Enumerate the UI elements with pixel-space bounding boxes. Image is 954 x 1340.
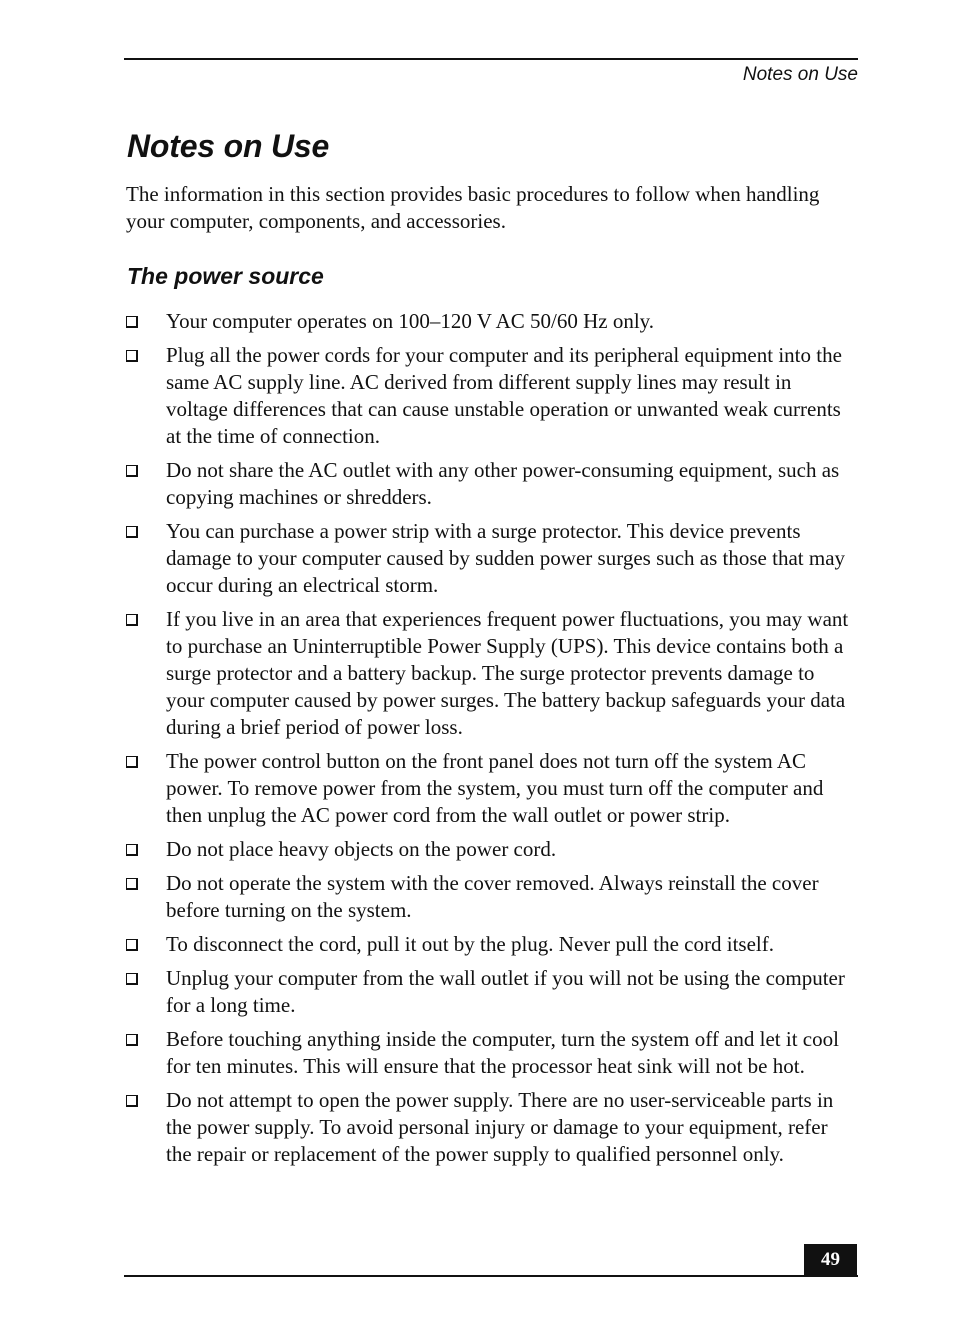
list-item-text: Your computer operates on 100–120 V AC 50/60 Hz only. <box>166 309 655 333</box>
checkbox-bullet-icon <box>126 973 138 985</box>
checkbox-bullet-icon <box>126 844 138 856</box>
list-item <box>126 457 856 511</box>
section-heading: The power source <box>127 263 324 289</box>
checkbox-bullet-icon <box>126 756 138 768</box>
list-item <box>126 1087 856 1168</box>
checkbox-bullet-icon <box>126 878 138 890</box>
running-header: Notes on Use <box>742 64 858 85</box>
list-item <box>126 836 856 863</box>
page-title: Notes on Use <box>127 128 330 164</box>
checkbox-bullet-icon <box>126 350 138 362</box>
checkbox-bullet-icon <box>126 465 138 477</box>
list-item-text: Do not place heavy objects on the power cord. <box>166 837 557 861</box>
list-item <box>126 342 856 450</box>
list-item-text: If you live in an area that experiences frequent power fluctuations, you may want to purchase an Uninterruptible Power Supply (UPS). This device contains both a surge protector and a battery backup. The surge protector prevents damage to your computer caused by power surges. The battery backup safeguards your data during a brief period of power loss. <box>166 607 849 739</box>
list-item <box>126 606 856 741</box>
checkbox-bullet-icon <box>126 526 138 538</box>
checkbox-bullet-icon <box>126 939 138 951</box>
list-item <box>126 870 856 924</box>
checkbox-bullet-icon <box>126 614 138 626</box>
list-item <box>126 308 856 335</box>
footer-rule <box>124 1275 858 1277</box>
list-item-text: Unplug your computer from the wall outlet if you will not be using the computer for a long time. <box>166 966 845 1017</box>
list-item <box>126 1026 856 1080</box>
bullet-list <box>126 308 856 1175</box>
list-item-text: You can purchase a power strip with a surge protector. This device prevents damage to your computer caused by sudden power surges such as those that may occur during an electrical storm. <box>166 519 846 597</box>
list-item-text: Plug all the power cords for your computer and its peripheral equipment into the same AC supply line. AC derived from different supply lines may result in voltage differences that can cause unstable operation or unwanted weak currents at the time of connection. <box>166 343 842 448</box>
list-item <box>126 931 856 958</box>
list-item-text: To disconnect the cord, pull it out by the plug. Never pull the cord itself. <box>166 932 774 956</box>
list-item-text: Do not attempt to open the power supply. There are no user-serviceable parts in the power supply. To avoid personal injury or damage to your equipment, refer the repair or replacement of the power supply to qualified personnel only. <box>166 1088 834 1166</box>
list-item <box>126 965 856 1019</box>
checkbox-bullet-icon <box>126 1095 138 1107</box>
list-item <box>126 748 856 829</box>
list-item-text: Do not share the AC outlet with any other power-consuming equipment, such as copying machines or shredders. <box>166 458 840 509</box>
checkbox-bullet-icon <box>126 1034 138 1046</box>
list-item-text: Before touching anything inside the computer, turn the system off and let it cool for ten minutes. This will ensure that the processor heat sink will not be hot. <box>166 1027 839 1078</box>
list-item-text: Do not operate the system with the cover removed. Always reinstall the cover before turning on the system. <box>166 871 819 922</box>
page-number: 49 <box>804 1244 857 1276</box>
list-item <box>126 518 856 599</box>
header-rule <box>124 58 858 60</box>
intro-paragraph: The information in this section provides basic procedures to follow when handling your computer, components, and accessories. <box>126 182 820 233</box>
list-item-text: The power control button on the front panel does not turn off the system AC power. To remove power from the system, you must turn off the computer and then unplug the AC power cord from the wall outlet or power strip. <box>166 749 824 827</box>
checkbox-bullet-icon <box>126 316 138 328</box>
